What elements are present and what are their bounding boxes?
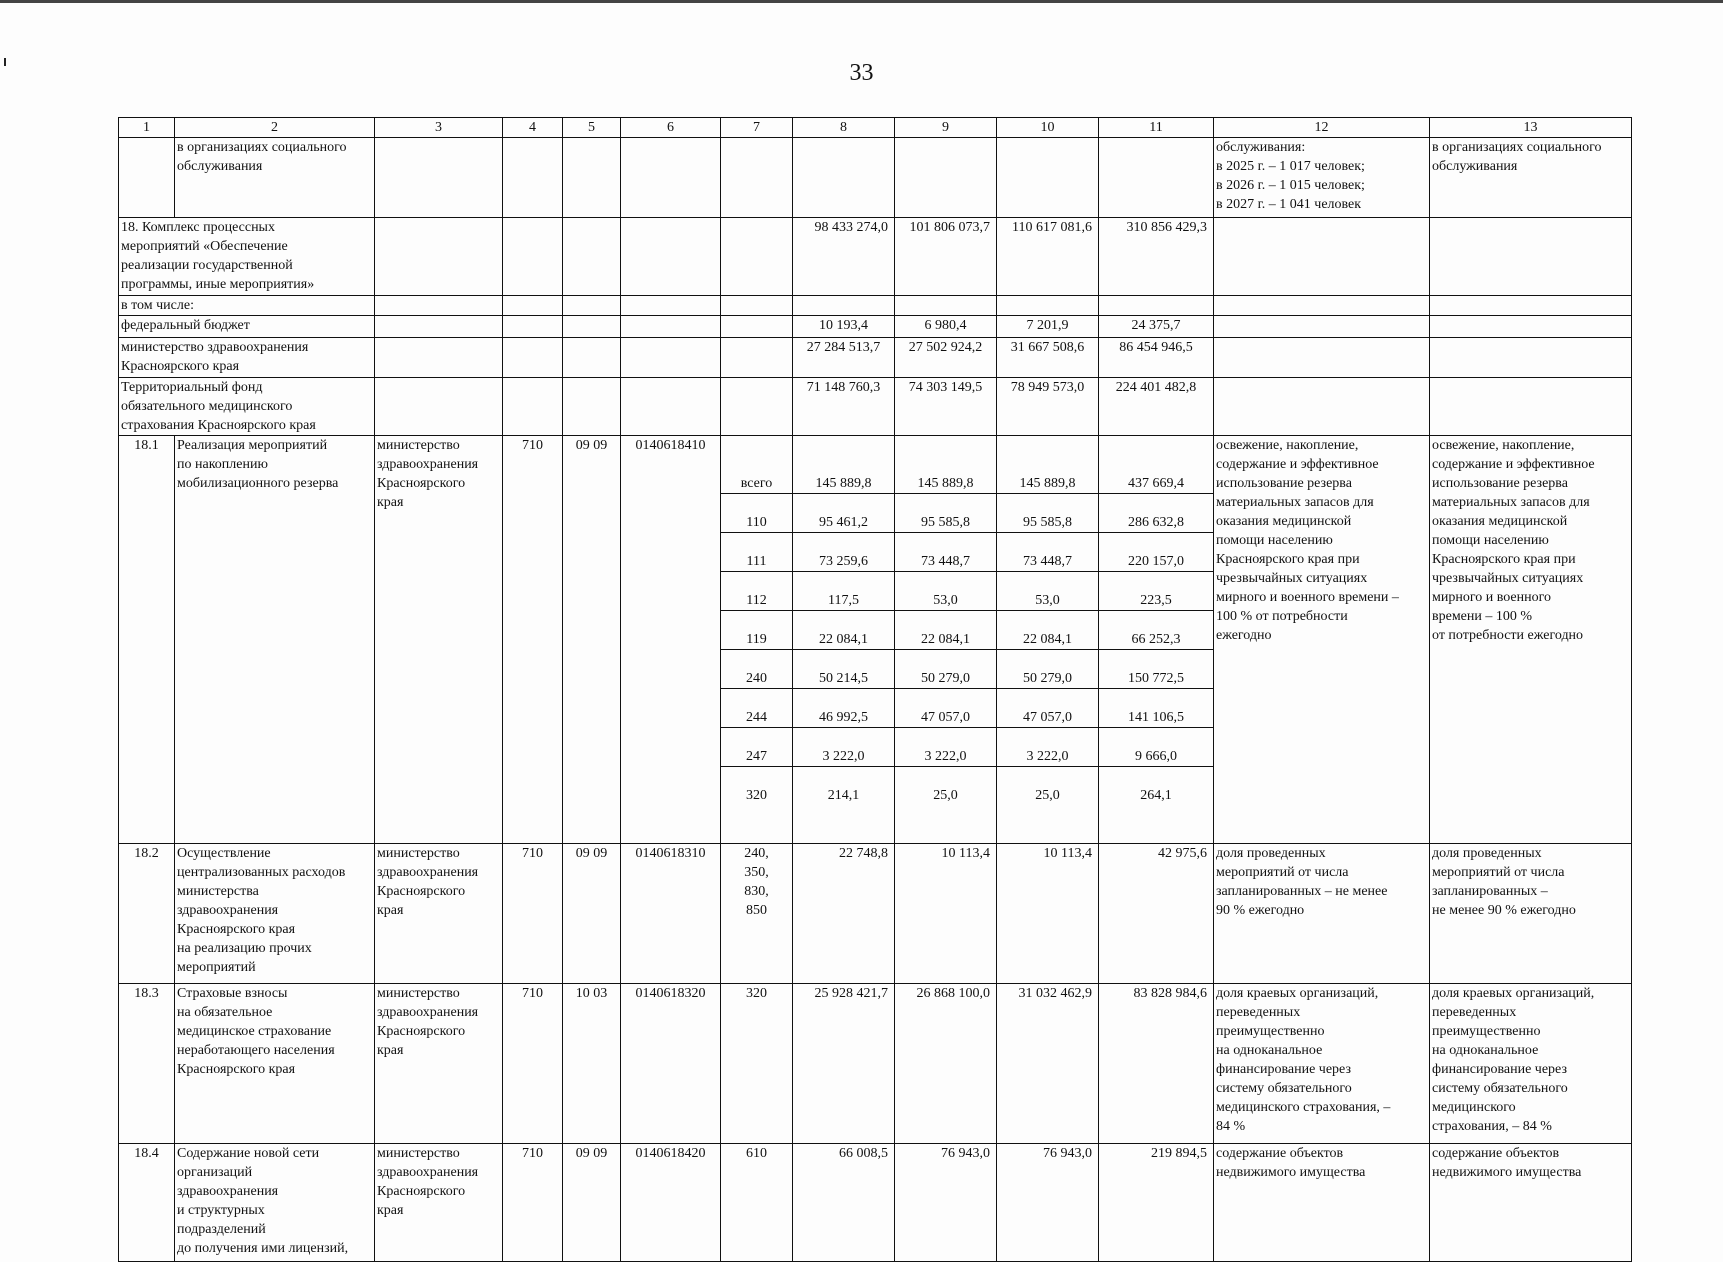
amount-2027: 76 943,0 xyxy=(997,1144,1099,1262)
cell-empty xyxy=(621,296,721,316)
cell-empty xyxy=(621,338,721,378)
header-cell: 7 xyxy=(721,118,793,138)
vr-code: 247 xyxy=(721,747,792,767)
cont-result-12: обслуживания: в 2025 г. – 1 017 человек; в 2026 г. – 1 015 человек; в 2027 г. – 1 041 человек xyxy=(1214,138,1430,218)
in-total-row xyxy=(119,296,1632,316)
amount-2027: 31 032 462,9 xyxy=(997,984,1099,1144)
cell-empty xyxy=(721,218,793,296)
cell-empty xyxy=(375,338,503,378)
amount-2025: 71 148 760,3 xyxy=(793,378,895,436)
amount-2027: 7 201,9 xyxy=(997,316,1099,338)
cell-empty xyxy=(563,296,621,316)
cell-empty xyxy=(1214,378,1430,436)
complex-label: 18. Комплекс процессных мероприятий «Обеспечение реализации государственной программы, иные мероприятия» xyxy=(119,218,375,296)
amounts-2026-cell xyxy=(895,436,997,844)
grbs-code: 710 xyxy=(503,1144,563,1262)
federal-budget-row xyxy=(119,316,1632,338)
amount-total: 86 454 946,5 xyxy=(1099,338,1214,378)
fund-label: Территориальный фонд обязательного медицинского страхования Красноярского края xyxy=(119,378,375,436)
amount: 95 585,8 xyxy=(895,513,996,533)
cell-empty xyxy=(503,218,563,296)
cell-empty xyxy=(1214,338,1430,378)
activity-number: 18.2 xyxy=(119,844,175,984)
continuation-row xyxy=(119,138,1632,218)
vr-code: 119 xyxy=(721,630,792,650)
amounts-2025-cell xyxy=(793,436,895,844)
amounts-2027-cell xyxy=(997,436,1099,844)
amount: 286 632,8 xyxy=(1099,513,1213,533)
cell-empty xyxy=(375,378,503,436)
amount-2027: 110 617 081,6 xyxy=(997,218,1099,296)
amount: 145 889,8 xyxy=(793,474,894,494)
federal-label: федеральный бюджет xyxy=(119,316,375,338)
cell-empty xyxy=(1214,296,1430,316)
header-cell: 6 xyxy=(621,118,721,138)
amount: 3 222,0 xyxy=(895,747,996,767)
cell-empty xyxy=(503,338,563,378)
amount: 145 889,8 xyxy=(997,474,1098,494)
amount: 66 252,3 xyxy=(1099,630,1213,650)
amounts-total xyxy=(1099,455,1213,824)
vr-code: 110 xyxy=(721,513,792,533)
csr-code: 0140618310 xyxy=(621,844,721,984)
cell-empty xyxy=(375,218,503,296)
vr-code: всего xyxy=(721,474,792,494)
vr-code: 610 xyxy=(721,1144,793,1262)
activity-row-18-3 xyxy=(119,984,1632,1144)
amount: 73 448,7 xyxy=(895,552,996,572)
budget-table xyxy=(118,117,1632,1262)
amount: 117,5 xyxy=(793,591,894,611)
header-cell: 8 xyxy=(793,118,895,138)
vr-codes-cell xyxy=(721,436,793,844)
amount: 223,5 xyxy=(1099,591,1213,611)
csr-code: 0140618410 xyxy=(621,436,721,844)
cell-empty xyxy=(1214,218,1430,296)
amount-total: 224 401 482,8 xyxy=(1099,378,1214,436)
cell-empty xyxy=(563,138,621,218)
cell-empty xyxy=(1430,296,1632,316)
header-cell: 10 xyxy=(997,118,1099,138)
amount: 50 214,5 xyxy=(793,669,894,689)
in-total-label: в том числе: xyxy=(119,296,375,316)
amount: 73 259,6 xyxy=(793,552,894,572)
amount: 145 889,8 xyxy=(895,474,996,494)
cell-empty xyxy=(997,296,1099,316)
rzpr-code: 09 09 xyxy=(563,1144,621,1262)
amount-2025: 98 433 274,0 xyxy=(793,218,895,296)
activity-org: министерство здравоохранения Красноярского края xyxy=(375,844,503,984)
activity-name: Страховые взносы на обязательное медицинское страхование неработающего населения Красноярского края xyxy=(175,984,375,1144)
amount: 73 448,7 xyxy=(997,552,1098,572)
amount: 3 222,0 xyxy=(793,747,894,767)
activity-number: 18.1 xyxy=(119,436,175,844)
amount-2025: 27 284 513,7 xyxy=(793,338,895,378)
amount: 22 084,1 xyxy=(997,630,1098,650)
vr-codes xyxy=(721,455,792,824)
cell-empty xyxy=(563,316,621,338)
amount: 25,0 xyxy=(933,788,958,803)
vr-code: 320 xyxy=(746,788,767,803)
header-cell: 11 xyxy=(1099,118,1214,138)
vr-code: 240, 350, 830, 850 xyxy=(721,844,793,984)
page-number: 33 xyxy=(849,60,874,86)
cell-empty xyxy=(895,138,997,218)
header-cell: 1 xyxy=(119,118,175,138)
expected-result: доля проведенных мероприятий от числа запланированных – не менее 90 % ежегодно xyxy=(1214,844,1430,984)
column-number-row xyxy=(119,118,1632,138)
cell-empty xyxy=(1430,378,1632,436)
amount-2025: 22 748,8 xyxy=(793,844,895,984)
cell-empty xyxy=(621,138,721,218)
cell-empty xyxy=(721,338,793,378)
amount-2026: 10 113,4 xyxy=(895,844,997,984)
cell-empty xyxy=(1430,338,1632,378)
amount: 264,1 xyxy=(1140,788,1172,803)
amount: 9 666,0 xyxy=(1099,747,1213,767)
amount-2025: 66 008,5 xyxy=(793,1144,895,1262)
cell-empty xyxy=(1430,316,1632,338)
amount-total: 42 975,6 xyxy=(1099,844,1214,984)
amount: 95 461,2 xyxy=(793,513,894,533)
cell-empty xyxy=(621,378,721,436)
cell-empty xyxy=(563,218,621,296)
expected-result: доля краевых организаций, переведенных преимущественно на одноканальное финансирование через систему обязательного медицинского страхования, – 84 % xyxy=(1214,984,1430,1144)
header-cell: 4 xyxy=(503,118,563,138)
activity-number: 18.4 xyxy=(119,1144,175,1262)
expected-result-alt: доля краевых организаций, переведенных преимущественно на одноканальное финансирование через систему обязательного медицинского страхования, – 84 % xyxy=(1430,984,1632,1144)
cell-empty xyxy=(793,296,895,316)
cell-empty xyxy=(375,138,503,218)
cell-empty xyxy=(721,138,793,218)
cell-empty xyxy=(503,378,563,436)
amount-2026: 76 943,0 xyxy=(895,1144,997,1262)
amount: 214,1 xyxy=(827,788,860,803)
amount: 95 585,8 xyxy=(997,513,1098,533)
cell-empty xyxy=(1099,296,1214,316)
amounts-2026 xyxy=(895,455,996,824)
amount-total: 24 375,7 xyxy=(1099,316,1214,338)
amount: 25,0 xyxy=(1035,788,1060,803)
amount: 46 992,5 xyxy=(793,708,894,728)
expected-result: освежение, накопление, содержание и эффективное использование резерва материальных запасов для оказания медицинской помощи населению Красноярского края при чрезвычайных ситуациях мирного и военного времени – 100 % от потребности ежегодно xyxy=(1214,436,1430,844)
amount: 50 279,0 xyxy=(997,669,1098,689)
activity-row-18-1 xyxy=(119,436,1632,844)
expected-result-alt: освежение, накопление, содержание и эффективное использование резерва материальных запасов для оказания медицинской помощи населению Красноярского края при чрезвычайных ситуациях мирного и военного времени – 100 % от потребности ежегодно xyxy=(1430,436,1632,844)
amount: 53,0 xyxy=(895,591,996,611)
amount: 22 084,1 xyxy=(793,630,894,650)
cell-empty xyxy=(1214,316,1430,338)
cell-empty xyxy=(503,316,563,338)
activity-number: 18.3 xyxy=(119,984,175,1144)
amount: 141 106,5 xyxy=(1099,708,1213,728)
header-cell: 5 xyxy=(563,118,621,138)
amount-total: 83 828 984,6 xyxy=(1099,984,1214,1144)
activity-name: Осуществление централизованных расходов министерства здравоохранения Красноярского края на реализацию прочих мероприятий xyxy=(175,844,375,984)
amount: 53,0 xyxy=(997,591,1098,611)
amount-total: 219 894,5 xyxy=(1099,1144,1214,1262)
activity-org: министерство здравоохранения Красноярского края xyxy=(375,984,503,1144)
amount: 47 057,0 xyxy=(895,708,996,728)
cell-empty xyxy=(375,316,503,338)
ministry-row xyxy=(119,338,1632,378)
amount-2025: 25 928 421,7 xyxy=(793,984,895,1144)
amount-2026: 27 502 924,2 xyxy=(895,338,997,378)
activity-row-18-2 xyxy=(119,844,1632,984)
amounts-2025 xyxy=(793,455,894,824)
cell-empty xyxy=(721,316,793,338)
cell-empty xyxy=(503,138,563,218)
grbs-code: 710 xyxy=(503,844,563,984)
cell-empty xyxy=(1099,138,1214,218)
amount-2026: 74 303 149,5 xyxy=(895,378,997,436)
amounts-2027 xyxy=(997,455,1098,824)
amount: 22 084,1 xyxy=(895,630,996,650)
activity-name: Содержание новой сети организаций здравоохранения и структурных подразделений до получения ими лицензий, xyxy=(175,1144,375,1262)
csr-code: 0140618320 xyxy=(621,984,721,1144)
cell-empty xyxy=(1430,218,1632,296)
cell-empty xyxy=(721,296,793,316)
fund-row xyxy=(119,378,1632,436)
activity-name: Реализация мероприятий по накоплению мобилизационного резерва xyxy=(175,436,375,844)
cell-empty xyxy=(119,138,175,218)
amount: 220 157,0 xyxy=(1099,552,1213,572)
expected-result-alt: доля проведенных мероприятий от числа запланированных – не менее 90 % ежегодно xyxy=(1430,844,1632,984)
header-cell: 13 xyxy=(1430,118,1632,138)
cell-empty xyxy=(563,338,621,378)
header-cell: 2 xyxy=(175,118,375,138)
amount: 50 279,0 xyxy=(895,669,996,689)
rzpr-code: 10 03 xyxy=(563,984,621,1144)
vr-code: 244 xyxy=(721,708,792,728)
amount: 150 772,5 xyxy=(1099,669,1213,689)
cell-empty xyxy=(563,378,621,436)
amount-2026: 101 806 073,7 xyxy=(895,218,997,296)
expected-result: содержание объектов недвижимого имущества xyxy=(1214,1144,1430,1262)
amount-2027: 10 113,4 xyxy=(997,844,1099,984)
cell-empty xyxy=(895,296,997,316)
ministry-label: министерство здравоохранения Красноярского края xyxy=(119,338,375,378)
cell-empty xyxy=(621,218,721,296)
scan-top-border xyxy=(0,0,1723,3)
grbs-code: 710 xyxy=(503,436,563,844)
cell-empty xyxy=(375,296,503,316)
cell-empty xyxy=(793,138,895,218)
cont-name: в организациях социального обслуживания xyxy=(175,138,375,218)
cont-result-13: в организациях социального обслуживания xyxy=(1430,138,1632,218)
amount: 3 222,0 xyxy=(997,747,1098,767)
rzpr-code: 09 09 xyxy=(563,436,621,844)
expected-result-alt: содержание объектов недвижимого имущества xyxy=(1430,1144,1632,1262)
amount-2027: 31 667 508,6 xyxy=(997,338,1099,378)
vr-code: 111 xyxy=(721,552,792,572)
amount-2026: 26 868 100,0 xyxy=(895,984,997,1144)
amount-total: 310 856 429,3 xyxy=(1099,218,1214,296)
complex-total-row xyxy=(119,218,1632,296)
amount-2027: 78 949 573,0 xyxy=(997,378,1099,436)
cell-empty xyxy=(503,296,563,316)
cell-empty xyxy=(997,138,1099,218)
activity-org: министерство здравоохранения Красноярского края xyxy=(375,1144,503,1262)
vr-code: 240 xyxy=(721,669,792,689)
grbs-code: 710 xyxy=(503,984,563,1144)
header-cell: 9 xyxy=(895,118,997,138)
activity-row-18-4 xyxy=(119,1144,1632,1262)
rzpr-code: 09 09 xyxy=(563,844,621,984)
csr-code: 0140618420 xyxy=(621,1144,721,1262)
cell-empty xyxy=(721,378,793,436)
activity-org: министерство здравоохранения Красноярского края xyxy=(375,436,503,844)
header-cell: 12 xyxy=(1214,118,1430,138)
amounts-total-cell xyxy=(1099,436,1214,844)
cell-empty xyxy=(621,316,721,338)
vr-code: 112 xyxy=(721,591,792,611)
amount: 47 057,0 xyxy=(997,708,1098,728)
amount-2025: 10 193,4 xyxy=(793,316,895,338)
vr-code: 320 xyxy=(721,984,793,1144)
amount-2026: 6 980,4 xyxy=(895,316,997,338)
header-cell: 3 xyxy=(375,118,503,138)
amount: 437 669,4 xyxy=(1099,474,1213,494)
